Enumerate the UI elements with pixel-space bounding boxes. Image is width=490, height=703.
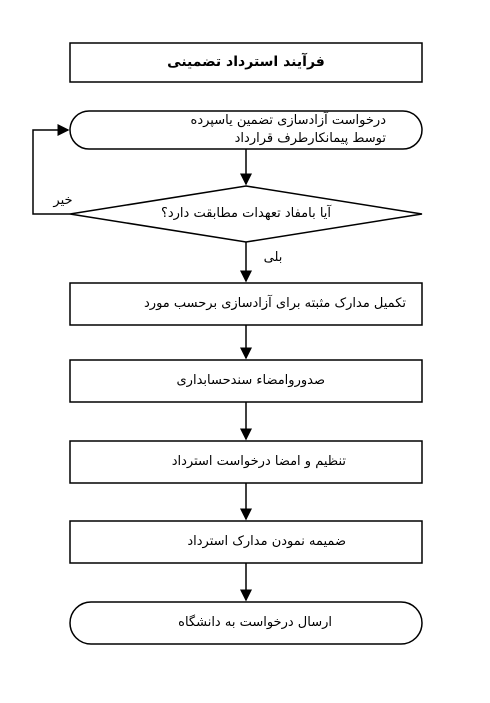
- no-label: خیر: [53, 193, 73, 208]
- adjust-sign-text: تنظیم و امضا درخواست استرداد: [171, 454, 346, 469]
- send-text: ارسال درخواست به دانشگاه: [178, 615, 332, 630]
- request-text: درخواست آزادسازی تضمین یاسپرده توسط پیمانکارطرف قرارداد: [190, 113, 386, 146]
- complete-docs-text: تکمیل مدارک مثبته برای آزادسازی برحسب مورد: [144, 296, 406, 311]
- attach-docs-text: ضمیمه نمودن مدارک استرداد: [187, 534, 346, 549]
- yes-label: بلی: [263, 250, 283, 265]
- title-text: فرآیند استرداد تضمینی: [167, 54, 325, 70]
- issue-sign-text: صدوروامضاء سندحسابداری: [176, 373, 325, 388]
- decision-text: آیا بامفاد تعهدات مطابقت دارد؟: [160, 206, 332, 221]
